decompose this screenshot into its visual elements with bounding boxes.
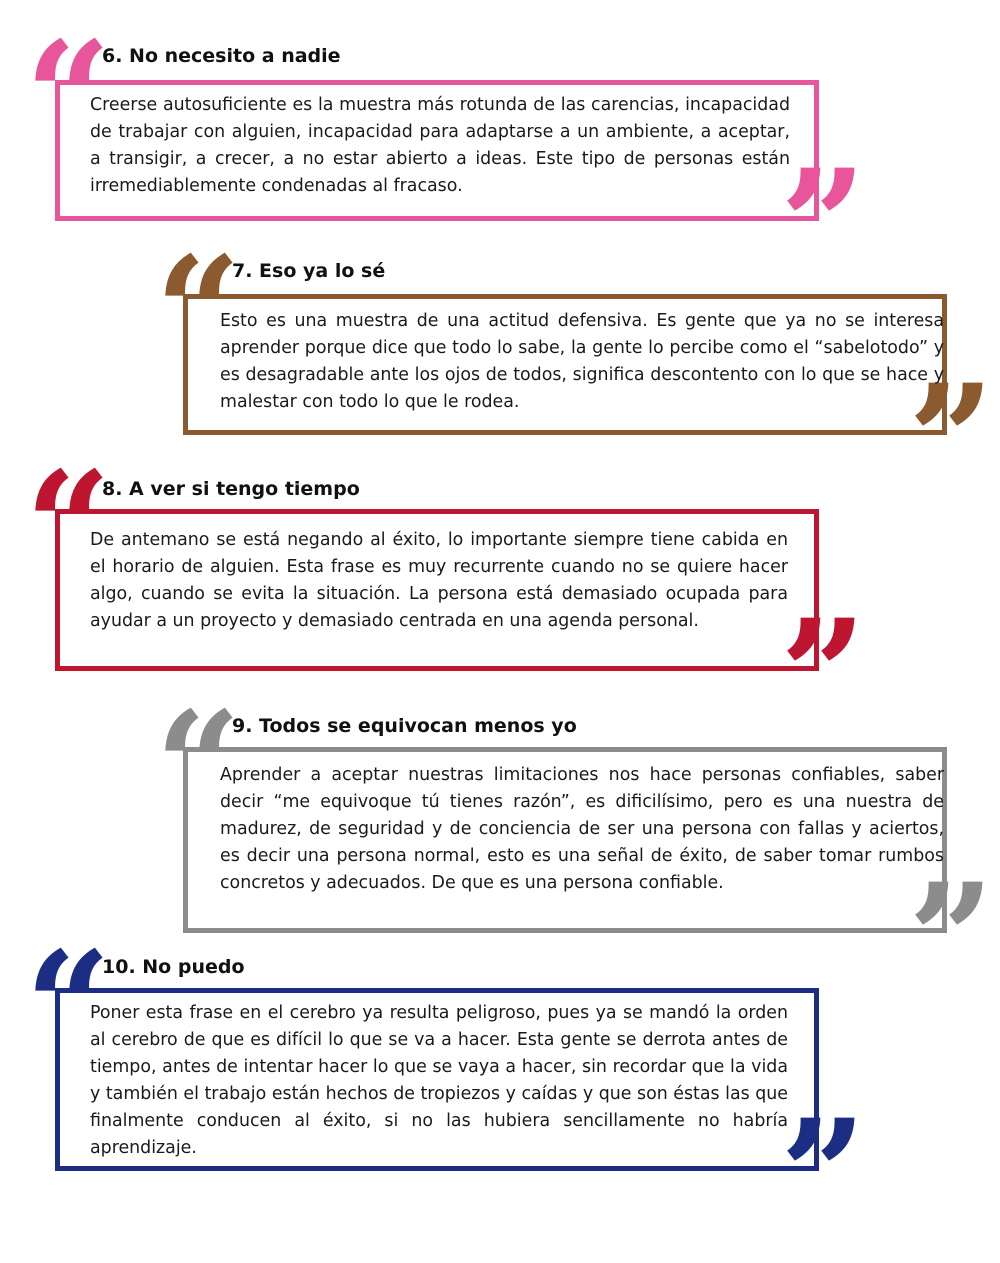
open-quote-icon: “: [25, 919, 112, 1095]
item-title: 9. Todos se equivocan menos yo: [232, 715, 577, 737]
close-quote-icon: ”: [908, 851, 995, 1027]
close-quote-icon: ”: [908, 352, 995, 528]
item-text: Esto es una muestra de una actitud defensiva. Es gente que ya no se interesa aprender porque dice que todo lo sabe, la gente lo percibe como el “sabelotodo” y es desagradable ante los ojos de todos, significa descontento con lo que se hace y malestar con todo lo que le rodea.: [220, 311, 944, 412]
open-quote-icon: “: [25, 439, 112, 615]
item-title: 6. No necesito a nadie: [102, 45, 341, 67]
open-quote-icon: “: [25, 9, 112, 185]
open-quote-icon: “: [155, 224, 242, 400]
item-text: Aprender a aceptar nuestras limitaciones nos hace personas confiables, saber decir “me equivoque tú tienes razón”, es dificilísimo, pero es una nuestra de madurez, de seguridad y de conciencia de ser una persona con fallas y aciertos, es decir una persona normal, esto es una señal de éxito, de saber tomar rumbos concretos y adecuados. De que es una persona confiable.: [220, 765, 944, 893]
item-title: 8. A ver si tengo tiempo: [102, 478, 360, 500]
open-quote-icon: “: [155, 679, 242, 855]
item-title: 7. Eso ya lo sé: [232, 260, 386, 282]
close-quote-icon: ”: [780, 137, 867, 313]
item-text: De antemano se está negando al éxito, lo importante siempre tiene cabida en el horario de alguien. Esta frase es muy recurrente cuando no se quiere hacer algo, cuando se evita la situación. La persona está demasiado ocupada para ayudar a un proyecto y demasiado centrada en una agenda personal.: [90, 530, 788, 631]
item-text: Creerse autosuficiente es la muestra más rotunda de las carencias, incapacidad de trabajar con alguien, incapacidad para adaptarse a un ambiente, a aceptar, a transigir, a crecer, a no estar abierto a ideas. Este tipo de personas están irremediablemente condenadas al fracaso.: [90, 95, 790, 196]
close-quote-icon: ”: [780, 1087, 867, 1263]
close-quote-icon: ”: [780, 587, 867, 763]
item-text: Poner esta frase en el cerebro ya resulta peligroso, pues ya se mandó la orden al cerebro de que es difícil lo que se va a hacer. Esta gente se derrota antes de tiempo, antes de intentar hacer lo que se vaya a hacer, sin recordar que la vida y también el trabajo están hechos de tropiezos y caídas y que son éstas las que finalmente conducen al éxito, si no las hubiera sencillamente no habría aprendizaje.: [90, 1003, 788, 1158]
item-title: 10. No puedo: [102, 956, 245, 978]
